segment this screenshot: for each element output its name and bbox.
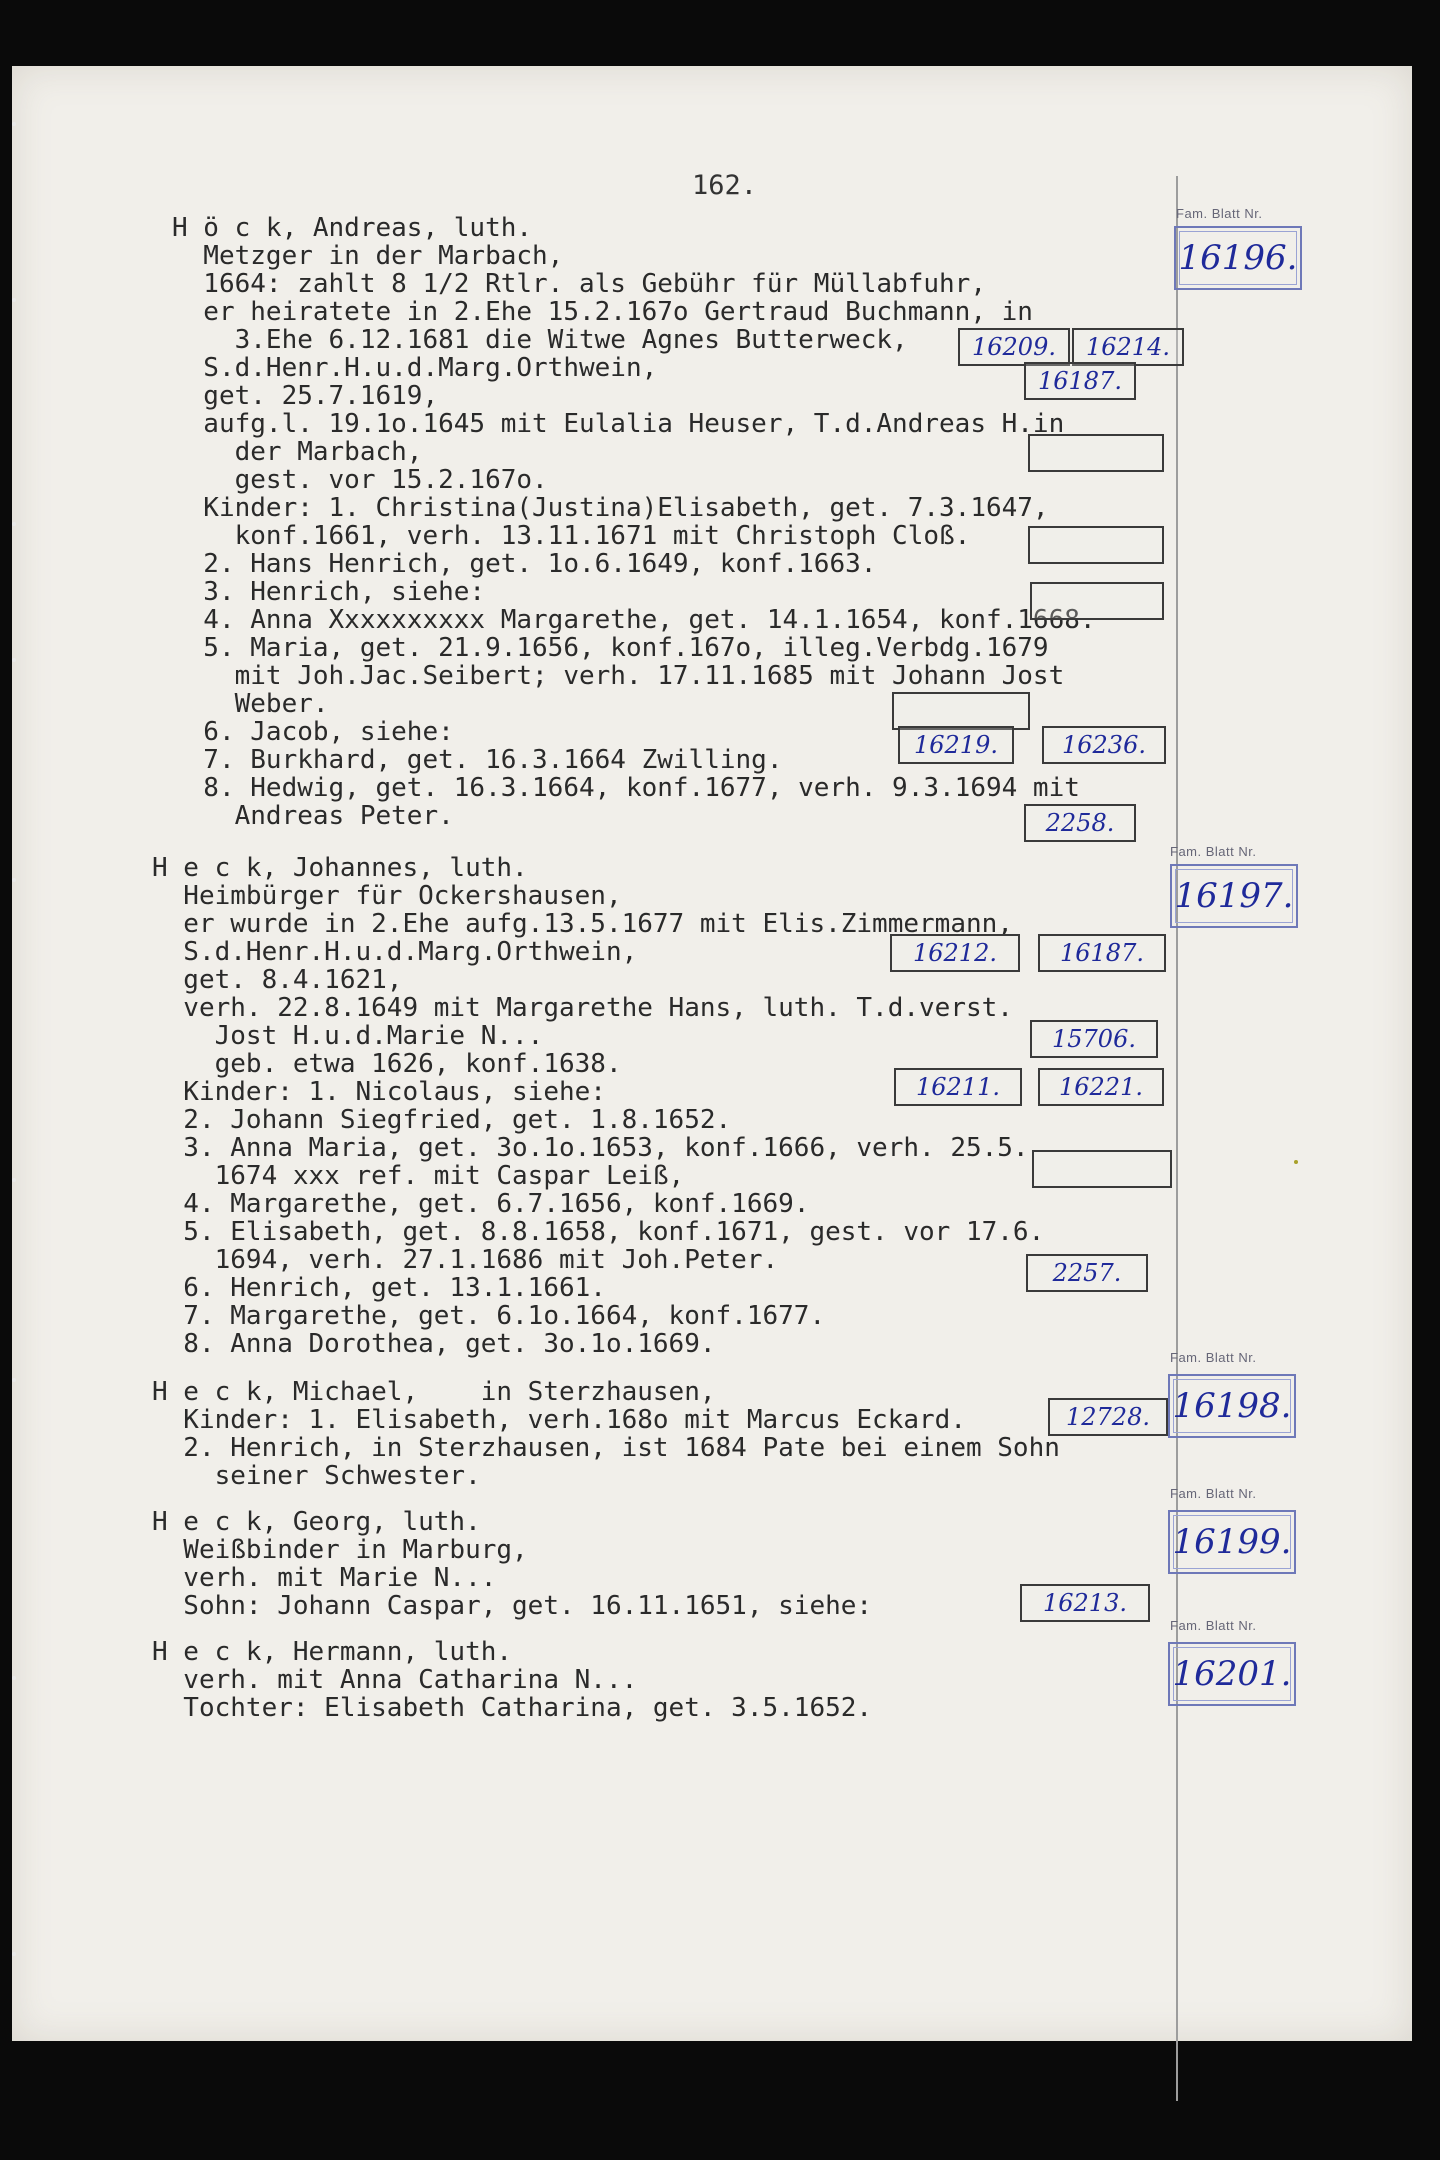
- text-line: 3. Anna Maria, get. 3o.1o.1653, konf.1666, verh. 25.5.: [152, 1133, 1029, 1163]
- text-line: mit Joh.Jac.Seibert; verh. 17.11.1685 mit Johann Jost: [172, 661, 1065, 691]
- text-line: 7. Burkhard, get. 16.3.1664 Zwilling.: [172, 745, 783, 775]
- ref-box: 2257.: [1026, 1254, 1148, 1292]
- text-line: geb. etwa 1626, konf.1638.: [152, 1049, 622, 1079]
- ref-box: 15706.: [1030, 1020, 1158, 1058]
- fam-blatt-box: 16198.: [1168, 1374, 1296, 1438]
- text-line: 2. Johann Siegfried, get. 1.8.1652.: [152, 1105, 732, 1135]
- ref-box: 16214.: [1072, 328, 1184, 366]
- fam-blatt-label: Fam. Blatt Nr.: [1176, 206, 1263, 221]
- fam-blatt-box: 16201.: [1168, 1642, 1296, 1706]
- text-line: Andreas Peter.: [172, 801, 454, 831]
- scan-edge-mark: [12, 522, 16, 526]
- entry-heading: H e c k, Hermann, luth.: [152, 1637, 513, 1667]
- ref-box: 16209.: [958, 328, 1070, 366]
- text-line: S.d.Henr.H.u.d.Marg.Orthwein,: [152, 937, 638, 967]
- text-line: verh. 22.8.1649 mit Margarethe Hans, luth. T.d.verst.: [152, 993, 1013, 1023]
- text-line: S.d.Henr.H.u.d.Marg.Orthwein,: [172, 353, 658, 383]
- scan-edge-mark: [12, 1178, 16, 1182]
- ref-box: 16213.: [1020, 1584, 1150, 1622]
- scan-edge-mark: [12, 122, 16, 126]
- text-line: 4. Anna Xxxxxxxxxx Margarethe, get. 14.1.1654, konf.1668.: [172, 605, 1096, 635]
- entry-heading: H ö c k, Andreas, luth.: [172, 213, 533, 243]
- margin-rule: [1176, 176, 1178, 2101]
- ink-speck: [1294, 1160, 1298, 1164]
- text-line: 1664: zahlt 8 1/2 Rtlr. als Gebühr für Müllabfuhr,: [172, 269, 986, 299]
- scan-edge-mark: [12, 1676, 16, 1680]
- ref-box: 2258.: [1024, 804, 1136, 842]
- text-line: 6. Jacob, siehe:: [172, 717, 454, 747]
- text-line: verh. mit Anna Catharina N...: [152, 1665, 638, 1695]
- ref-box: 16221.: [1038, 1068, 1164, 1106]
- ref-box-empty: [1028, 526, 1164, 564]
- ref-box: 16219.: [898, 726, 1014, 764]
- text-line: 3. Henrich, siehe:: [172, 577, 486, 607]
- ref-box-empty: [1028, 434, 1164, 472]
- text-line: Tochter: Elisabeth Catharina, get. 3.5.1652.: [152, 1693, 873, 1723]
- fam-blatt-label: Fam. Blatt Nr.: [1170, 844, 1257, 859]
- scan-edge-mark: [12, 298, 16, 302]
- text-line: get. 25.7.1619,: [172, 381, 439, 411]
- text-line: get. 8.4.1621,: [152, 965, 403, 995]
- text-line: 2. Henrich, in Sterzhausen, ist 1684 Pate bei einem Sohn: [152, 1433, 1060, 1463]
- text-line: der Marbach,: [172, 437, 423, 467]
- text-line: 1694, verh. 27.1.1686 mit Joh.Peter.: [152, 1245, 779, 1275]
- text-line: 5. Maria, get. 21.9.1656, konf.167o, illeg.Verbdg.1679: [172, 633, 1049, 663]
- text-line: Kinder: 1. Nicolaus, siehe:: [152, 1077, 606, 1107]
- fam-blatt-box: 16197.: [1170, 864, 1298, 928]
- text-line: seiner Schwester.: [152, 1461, 481, 1491]
- scan-edge-mark: [12, 878, 16, 882]
- ref-box-empty: [1032, 1150, 1172, 1188]
- ref-box: 16187.: [1024, 362, 1136, 400]
- ref-box-empty: [1030, 582, 1164, 620]
- text-line: Jost H.u.d.Marie N...: [152, 1021, 544, 1051]
- ref-box-empty: [892, 692, 1030, 730]
- text-line: Sohn: Johann Caspar, get. 16.11.1651, siehe:: [152, 1591, 873, 1621]
- text-line: er heiratete in 2.Ehe 15.2.167o Gertraud Buchmann, in: [172, 297, 1033, 327]
- text-line: 5. Elisabeth, get. 8.8.1658, konf.1671, gest. vor 17.6.: [152, 1217, 1045, 1247]
- text-line: 1674 xxx ref. mit Caspar Leiß,: [152, 1161, 685, 1191]
- fam-blatt-box: 16196.: [1174, 226, 1302, 290]
- ref-box: 12728.: [1048, 1398, 1168, 1436]
- text-line: Heimbürger für Ockershausen,: [152, 881, 622, 911]
- ref-box: 16187.: [1038, 934, 1166, 972]
- text-line: Weißbinder in Marburg,: [152, 1535, 528, 1565]
- fam-blatt-box: 16199.: [1168, 1510, 1296, 1574]
- ref-box: 16212.: [890, 934, 1020, 972]
- page-number: 162.: [692, 170, 758, 201]
- text-line: Kinder: 1. Christina(Justina)Elisabeth, get. 7.3.1647,: [172, 493, 1049, 523]
- ref-box: 16236.: [1042, 726, 1166, 764]
- text-line: 2. Hans Henrich, get. 1o.6.1649, konf.1663.: [172, 549, 877, 579]
- document-page: [12, 66, 1412, 2041]
- text-line: 3.Ehe 6.12.1681 die Witwe Agnes Butterweck,: [172, 325, 908, 355]
- text-line: Metzger in der Marbach,: [172, 241, 564, 271]
- text-line: 6. Henrich, get. 13.1.1661.: [152, 1273, 606, 1303]
- scan-edge-mark: [12, 1378, 16, 1382]
- fam-blatt-label: Fam. Blatt Nr.: [1170, 1486, 1257, 1501]
- scan-edge-mark: [12, 658, 16, 662]
- ref-box: 16211.: [894, 1068, 1022, 1106]
- fam-blatt-label: Fam. Blatt Nr.: [1170, 1618, 1257, 1633]
- text-line: 8. Anna Dorothea, get. 3o.1o.1669.: [152, 1329, 716, 1359]
- scan-edge-mark: [12, 1952, 16, 1956]
- text-line: 7. Margarethe, get. 6.1o.1664, konf.1677.: [152, 1301, 826, 1331]
- text-line: er wurde in 2.Ehe aufg.13.5.1677 mit Elis.Zimmermann,: [152, 909, 1013, 939]
- text-line: gest. vor 15.2.167o.: [172, 465, 548, 495]
- text-line: verh. mit Marie N...: [152, 1563, 497, 1593]
- entry-heading: H e c k, Michael, in Sterzhausen,: [152, 1377, 716, 1407]
- text-line: Weber.: [172, 689, 329, 719]
- text-line: konf.1661, verh. 13.11.1671 mit Christoph Cloß.: [172, 521, 971, 551]
- text-line: Kinder: 1. Elisabeth, verh.168o mit Marcus Eckard.: [152, 1405, 966, 1435]
- text-line: 4. Margarethe, get. 6.7.1656, konf.1669.: [152, 1189, 810, 1219]
- fam-blatt-label: Fam. Blatt Nr.: [1170, 1350, 1257, 1365]
- text-line: aufg.l. 19.1o.1645 mit Eulalia Heuser, T.d.Andreas H.in: [172, 409, 1065, 439]
- entry-heading: H e c k, Georg, luth.: [152, 1507, 481, 1537]
- text-line: 8. Hedwig, get. 16.3.1664, konf.1677, verh. 9.3.1694 mit: [172, 773, 1080, 803]
- entry-heading: H e c k, Johannes, luth.: [152, 853, 528, 883]
